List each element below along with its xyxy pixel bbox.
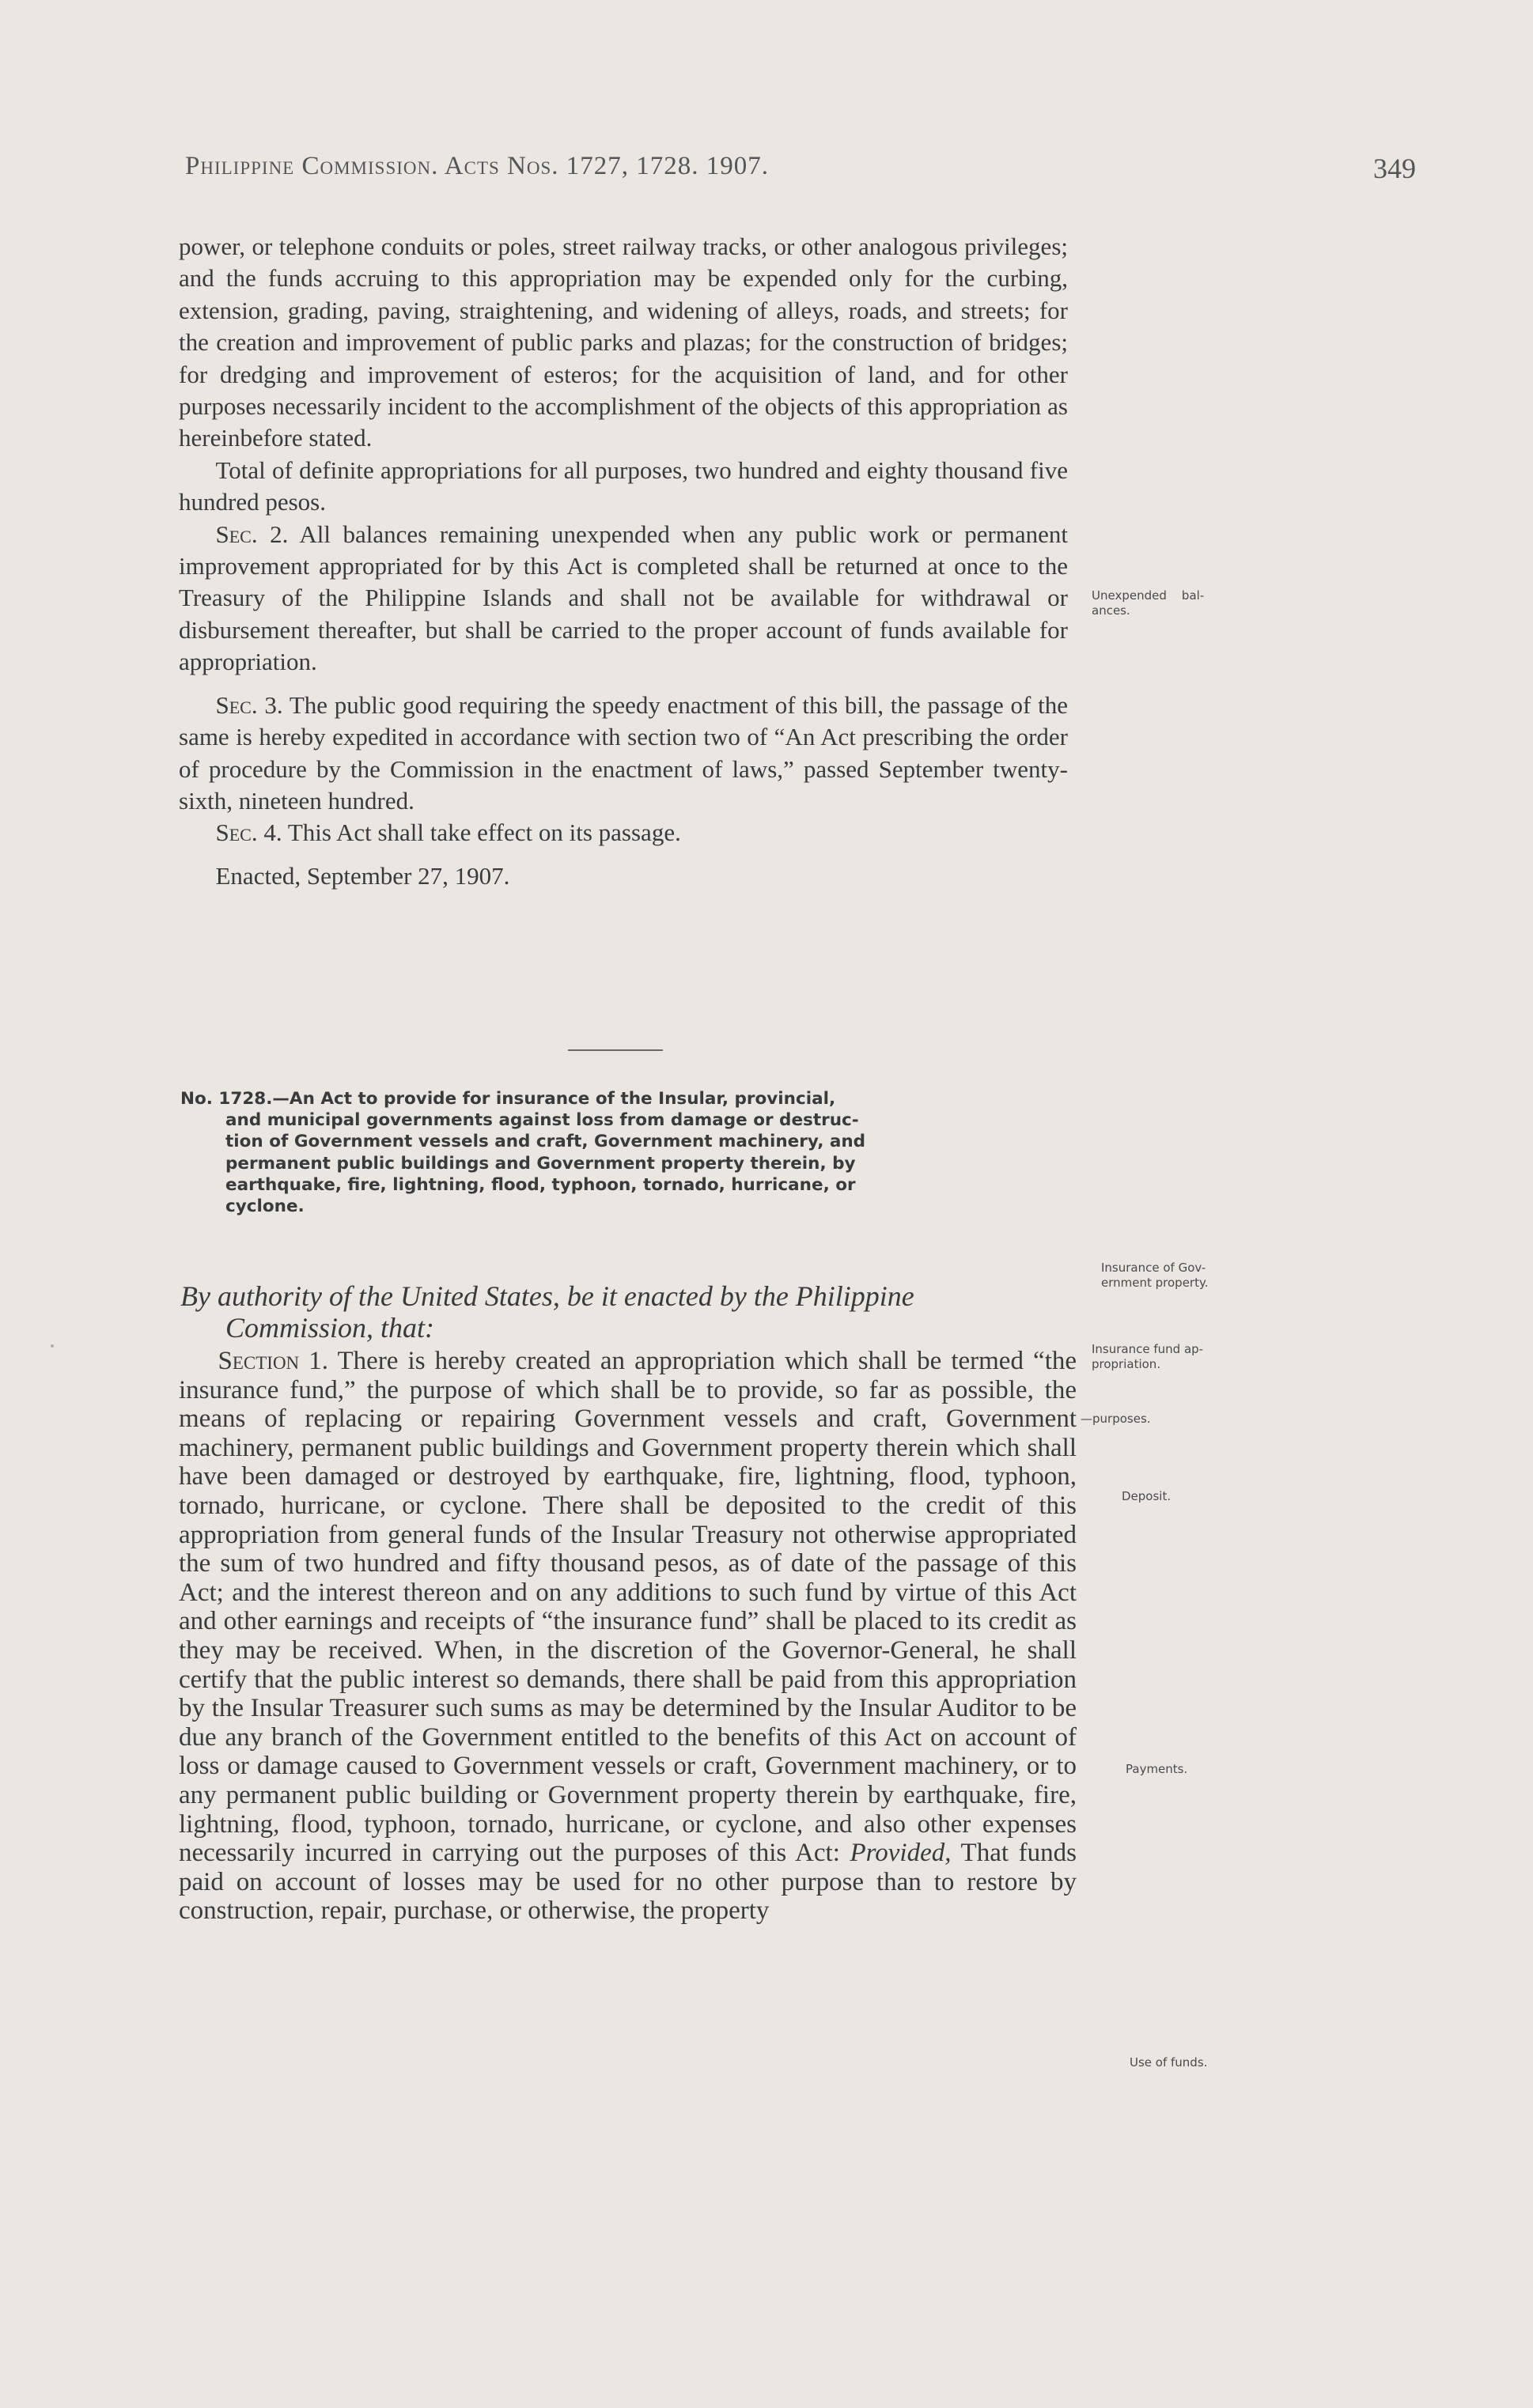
margin-note-line: ernment property.: [1101, 1276, 1209, 1290]
section-2-text: All balances remaining unexpended when any public work or permanent improvement appropriated for by this Act is completed shall be returned at once to the Treasury of the Philippine Islands and shall not be available for withdrawal or disbursement thereafter, but shall be carried to the proper account of funds available for appropriation.: [179, 520, 1069, 676]
margin-note-line: Insurance of Gov-: [1101, 1261, 1206, 1275]
section-divider: [568, 1049, 663, 1051]
margin-note-line: ances.: [1092, 603, 1130, 618]
section-2-label: Sec. 2.: [215, 520, 289, 548]
margin-note-purposes: —purposes.: [1081, 1412, 1151, 1426]
running-header: [185, 152, 1463, 190]
scan-speck: [51, 1344, 54, 1348]
act-title-line: No. 1728.—An Act to provide for insurance of the Insular, provincial,: [180, 1089, 836, 1109]
margin-note-insurance-property: [1101, 1261, 1338, 1291]
margin-note-insurance-fund: [1092, 1342, 1329, 1372]
margin-note-line: propriation.: [1092, 1357, 1161, 1371]
running-header-title: Philippine Commission. Acts Nos. 1727, 1728. 1907.: [185, 152, 770, 180]
total-paragraph: Total of definite appropriations for all purposes, two hundred and eighty thousand five hundred pesos.: [179, 456, 1068, 516]
section-3-label: Sec. 3.: [215, 690, 283, 719]
act-title-line: earthquake, fire, lightning, flood, typhoon, tornado, hurricane, or: [225, 1174, 856, 1195]
margin-note-unexpended-balances: [1092, 588, 1329, 618]
section-1-text-after: That funds paid on account of losses may be used for no other purpose than to restore by construction, repair, purchase, or otherwise, the property: [179, 1839, 1077, 1926]
section-1-paragraph: [179, 1347, 1077, 1926]
act-1728-title: [180, 1088, 1082, 1217]
section-4-paragraph: [179, 817, 1068, 849]
enacting-clause-line-2: Commission, that:: [225, 1312, 435, 1344]
section-4-text: This Act shall take effect on its passage.: [287, 818, 681, 847]
margin-note-use-of-funds: Use of funds.: [1130, 2055, 1208, 2070]
margin-note-line: Unexpended bal-: [1092, 588, 1205, 603]
act-title-line: tion of Government vessels and craft, Government machinery, and: [225, 1132, 866, 1152]
page-number: 349: [1373, 153, 1416, 184]
act-title-line: cyclone.: [225, 1196, 305, 1217]
margin-note-payments: Payments.: [1126, 1762, 1188, 1776]
section-1-label: Section 1.: [218, 1347, 329, 1375]
act-title-line: permanent public buildings and Government property therein, by: [225, 1153, 856, 1174]
act-1727-text: [179, 231, 1068, 892]
margin-note-line: Insurance fund ap-: [1092, 1342, 1204, 1356]
section-3-text: The public good requiring the speedy enactment of this bill, the passage of the same is hereby expedited in accordance with section two of “An Act prescribing the order of procedure by the Commission in the enactment of laws,” passed September twenty-sixth, nineteen hundred.: [179, 690, 1068, 815]
section-1-text: There is hereby created an appropriation which shall be termed “the insurance fund,” the purpose of which shall be to provide, so far as possible, the means of replacing or repairing Government vessels and craft, Government machinery, permanent public buildings and Government property therein which shall have been damaged or destroyed by earthquake, fire, lightning, flood, typhoon, tornado, hurricane, or cyclone. There shall be deposited to the credit of this appropriation from general funds of the Insular Treasury not otherwise appropriated the sum of two hundred and fifty thousand pesos, as of date of the passage of this Act; and the interest thereon and on any additions to such fund by virtue of this Act and other earnings and receipts of “the insurance fund” shall be placed to its credit as they may be received. When, in the discretion of the Governor-General, he shall certify that the public interest so demands, there shall be paid from this appropriation by the Insular Treasurer such sums as may be determined by the Insular Auditor to be due any branch of the Government entitled to the benefits of this Act on account of loss or damage caused to Government vessels or craft, Government machinery, or to any permanent public building or Government property therein by earthquake, fire, lightning, flood, typhoon, tornado, hurricane, or cyclone, and also other expenses necessarily incurred in carrying out the purposes of this Act:: [179, 1347, 1077, 1868]
act-title-line: and municipal governments against loss from damage or destruc-: [225, 1110, 859, 1131]
enacted-date: Enacted, September 27, 1907.: [215, 861, 510, 890]
section-3-paragraph: [179, 690, 1068, 818]
section-2-paragraph: [179, 519, 1068, 679]
continuation-paragraph: power, or telephone conduits or poles, street railway tracks, or other analogous privileges; and the funds accruing to this appropriation may be expended only for the curbing, extension, grading, paving, straightening, and widening of alleys, roads, and streets; for the creation and improvement of public parks and plazas; for the construction of bridges; for dredging and improvement of esteros; for the acquisition of land, and for other purposes necessarily incident to the accomplishment of the objects of this appropriation as hereinbefore stated.: [179, 232, 1068, 452]
section-4-label: Sec. 4.: [215, 818, 282, 847]
margin-note-deposit: Deposit.: [1122, 1489, 1172, 1503]
provided-word: Provided,: [850, 1839, 952, 1868]
enacting-clause-line-1: By authority of the United States, be it enacted by the Philippine: [180, 1280, 914, 1312]
section-1: [179, 1347, 1077, 1926]
enacting-clause: [180, 1280, 1082, 1344]
